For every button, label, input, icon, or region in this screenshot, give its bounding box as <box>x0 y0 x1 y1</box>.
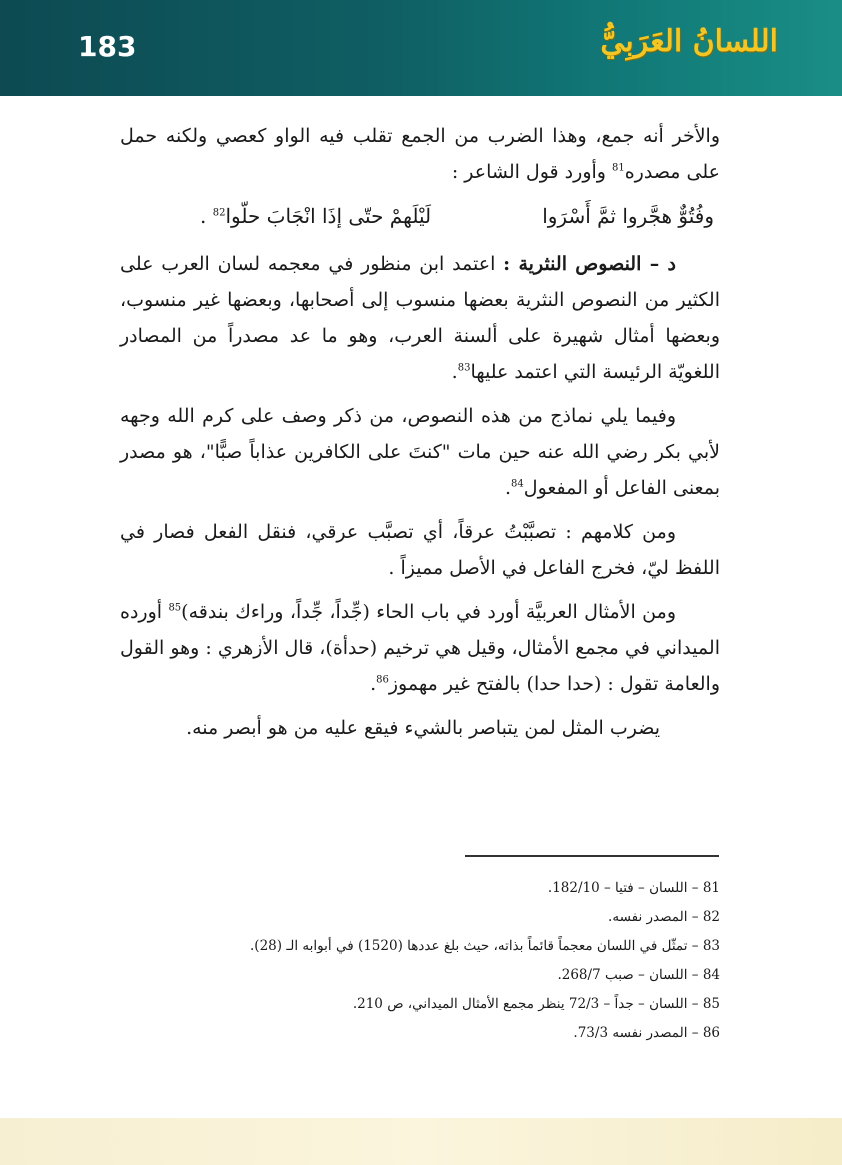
footnote-divider <box>465 855 719 857</box>
p2-end: . <box>451 361 458 383</box>
page-footer-band <box>0 1118 842 1165</box>
p5-mid: أورده الميداني في مجمع الأمثال، وقيل هي ترخيم (حدأة)، قال الأزهري : وهو القول والعامة تقول : (حدا حدا) بالفتح غير مهموز <box>120 601 720 695</box>
p5-end: . <box>370 673 377 695</box>
p4-text: ومن كلامهم : تصبَّبْتُ عرقاً، أي تصبَّب عرقي، فنقل الفعل فصار في اللفظ ليّ، فخرج الفاعل في الأصل مميزاً . <box>120 521 720 579</box>
footnote-85: 85 – اللسان – جداً – 72/3 ينظر مجمع الأمثال الميداني، ص 210. <box>352 996 720 1012</box>
footnote-83: 83 – تمثّل في اللسان معجماً قائماً بذاته، حيث بلغ عددها (1520) في أبوابه الـ (28). <box>250 938 720 954</box>
p2-text: اعتمد ابن منظور في معجمه لسان العرب على الكثير من النصوص النثرية بعضها منسوب إلى أصحابها، وبعضها غير منسوب، وبعضها أمثال شهيرة على ألسنة العرب، وهو ما عد مصدراً من المصادر اللغويّة الرئيسة التي اعتمد عليها <box>120 253 720 383</box>
paragraph-2 <box>120 246 720 390</box>
section-heading-prose: د – النصوص النثرية : <box>503 253 677 275</box>
verse-first-hemistich: وفُتُوٌّ هجَّروا ثمَّ أَسْرَوا <box>542 204 714 228</box>
footnote-82: 82 – المصدر نفسه. <box>608 909 720 925</box>
paragraph-3 <box>120 398 720 506</box>
p3-end: . <box>504 477 512 499</box>
journal-logo: اللسانُ العَرَبِيُّ <box>600 24 778 59</box>
footnotes <box>120 874 720 1048</box>
footnote-86: 86 – المصدر نفسه 73/3. <box>573 1025 720 1041</box>
paragraph-1 <box>120 118 720 190</box>
footnote-ref-83: 83 <box>457 362 471 374</box>
paragraph-5 <box>120 594 720 702</box>
verse-second-hemistich-wrap <box>200 198 431 234</box>
article-body <box>120 118 720 754</box>
footnote-84: 84 – اللسان – صبب 268/7. <box>557 967 720 983</box>
footnote-ref-81: 81 <box>611 162 625 174</box>
verse-end: . <box>200 204 213 228</box>
poetry-verse <box>120 198 720 234</box>
p1-line2-rest: وأورد قول الشاعر : <box>451 161 612 183</box>
footnote-81: 81 – اللسان – فتيا – 182/10. <box>547 880 720 896</box>
page-header <box>0 0 842 96</box>
p1-line2: مصدره <box>624 161 681 183</box>
footnote-ref-85: 85 <box>168 602 182 614</box>
verse-second-hemistich: لَيْلَهمْ حتّى إذَا انْجَابَ حلّوا <box>225 204 432 228</box>
p5-start: ومن الأمثال العربيَّة أورد في باب الحاء (جِّداً، جِّداً، وراءك بندقه) <box>181 601 676 623</box>
page-number: 183 <box>78 30 137 63</box>
p6-text: يضرب المثل لمن يتباصر بالشيء فيقع عليه من هو أبصر منه. <box>186 717 660 739</box>
footnote-ref-82: 82 <box>212 207 226 219</box>
paragraph-6 <box>120 710 720 746</box>
paragraph-4 <box>120 514 720 586</box>
footnote-ref-84: 84 <box>511 478 524 490</box>
p1-line1: والأخر أنه جمع، وهذا الضرب من الجمع تقلب فيه الواو كعصي ولكنه حمل على <box>120 125 720 183</box>
footnote-ref-86: 86 <box>376 674 389 686</box>
p3-text: وفيما يلي نماذج من هذه النصوص، من ذكر وصف على كرم الله وجهه لأبي بكر رضي الله عنه حين مات "كنتَ على الكافرين عذاباً صبًّا"، هو مصدر بمعنى الفاعل أو المفعول <box>120 405 720 499</box>
